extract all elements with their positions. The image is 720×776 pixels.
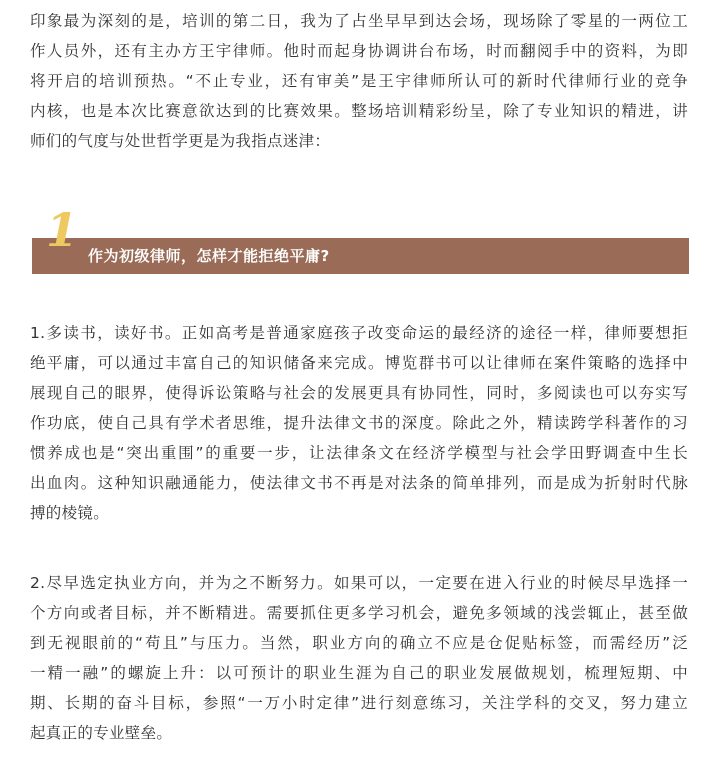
point-two-line: 起真正的专业壁垒。: [30, 724, 173, 742]
point-one-line: 出血肉。这种知识融通能力，使法律文书不再是对法条的简单排列，而是成为折射时代脉: [30, 474, 688, 492]
section-heading-title: 作为初级律师，怎样才能拒绝平庸?: [88, 247, 330, 265]
point-two-line: 到无视眼前的“苟且”与压力。当然，职业方向的确立不应是仓促贴标签，而需经历”泛: [30, 634, 688, 652]
intro-line: 作人员外，还有主办方王宇律师。他时而起身协调讲台布场，时而翻阅手中的资料，为即: [30, 42, 688, 60]
intro-line: 师们的气度与处世哲学更是为我指点迷津：: [30, 132, 331, 150]
point-two-line: 一精一融”的螺旋上升：以可预计的职业生涯为自己的职业发展做规划，梳理短期、中: [30, 664, 688, 682]
intro-line: 内核，也是本次比赛意欲达到的比赛效果。整场培训精彩纷呈，除了专业知识的精进，讲: [30, 102, 688, 120]
point-one-line: 展现自己的眼界，使得诉讼策略与社会的发展更具有协同性，同时，多阅读也可以夯实写: [30, 384, 688, 402]
intro-line: 印象最为深刻的是，培训的第二日，我为了占坐早早到达会场，现场除了零星的一两位工: [30, 12, 688, 30]
point-one-line: 1.多读书，读好书。正如高考是普通家庭孩子改变命运的最经济的途径一样，律师要想拒: [30, 324, 688, 342]
point-two-line: 2.尽早选定执业方向，并为之不断努力。如果可以，一定要在进入行业的时候尽早选择一: [30, 574, 688, 592]
point-two-paragraph: [30, 568, 688, 748]
section-number: 1: [46, 203, 79, 257]
intro-line: 将开启的培训预热。“不止专业，还有审美”是王宇律师所认可的新时代律师行业的竞争: [30, 72, 688, 90]
point-one-line: 搏的棱镜。: [30, 504, 110, 522]
point-one-line: 惯养成也是“突出重围”的重要一步，让法律条文在经济学模型与社会学田野调查中生长: [30, 444, 688, 462]
point-one-line: 绝平庸，可以通过丰富自己的知识储备来完成。博览群书可以让律师在案件策略的选择中: [30, 354, 688, 372]
point-one-line: 作功底，使自己具有学术者思维，提升法律文书的深度。除此之外，精读跨学科著作的习: [30, 414, 688, 432]
point-two-line: 期、长期的奋斗目标，参照“一万小时定律”进行刻意练习，关注学科的交叉，努力建立: [30, 694, 688, 712]
intro-paragraph: [30, 6, 688, 156]
point-one-paragraph: [30, 318, 688, 528]
section-heading-bar: [32, 238, 689, 274]
point-two-line: 个方向或者目标，并不断精进。需要抓住更多学习机会，避免多领域的浅尝辄止，甚至做: [30, 604, 688, 622]
